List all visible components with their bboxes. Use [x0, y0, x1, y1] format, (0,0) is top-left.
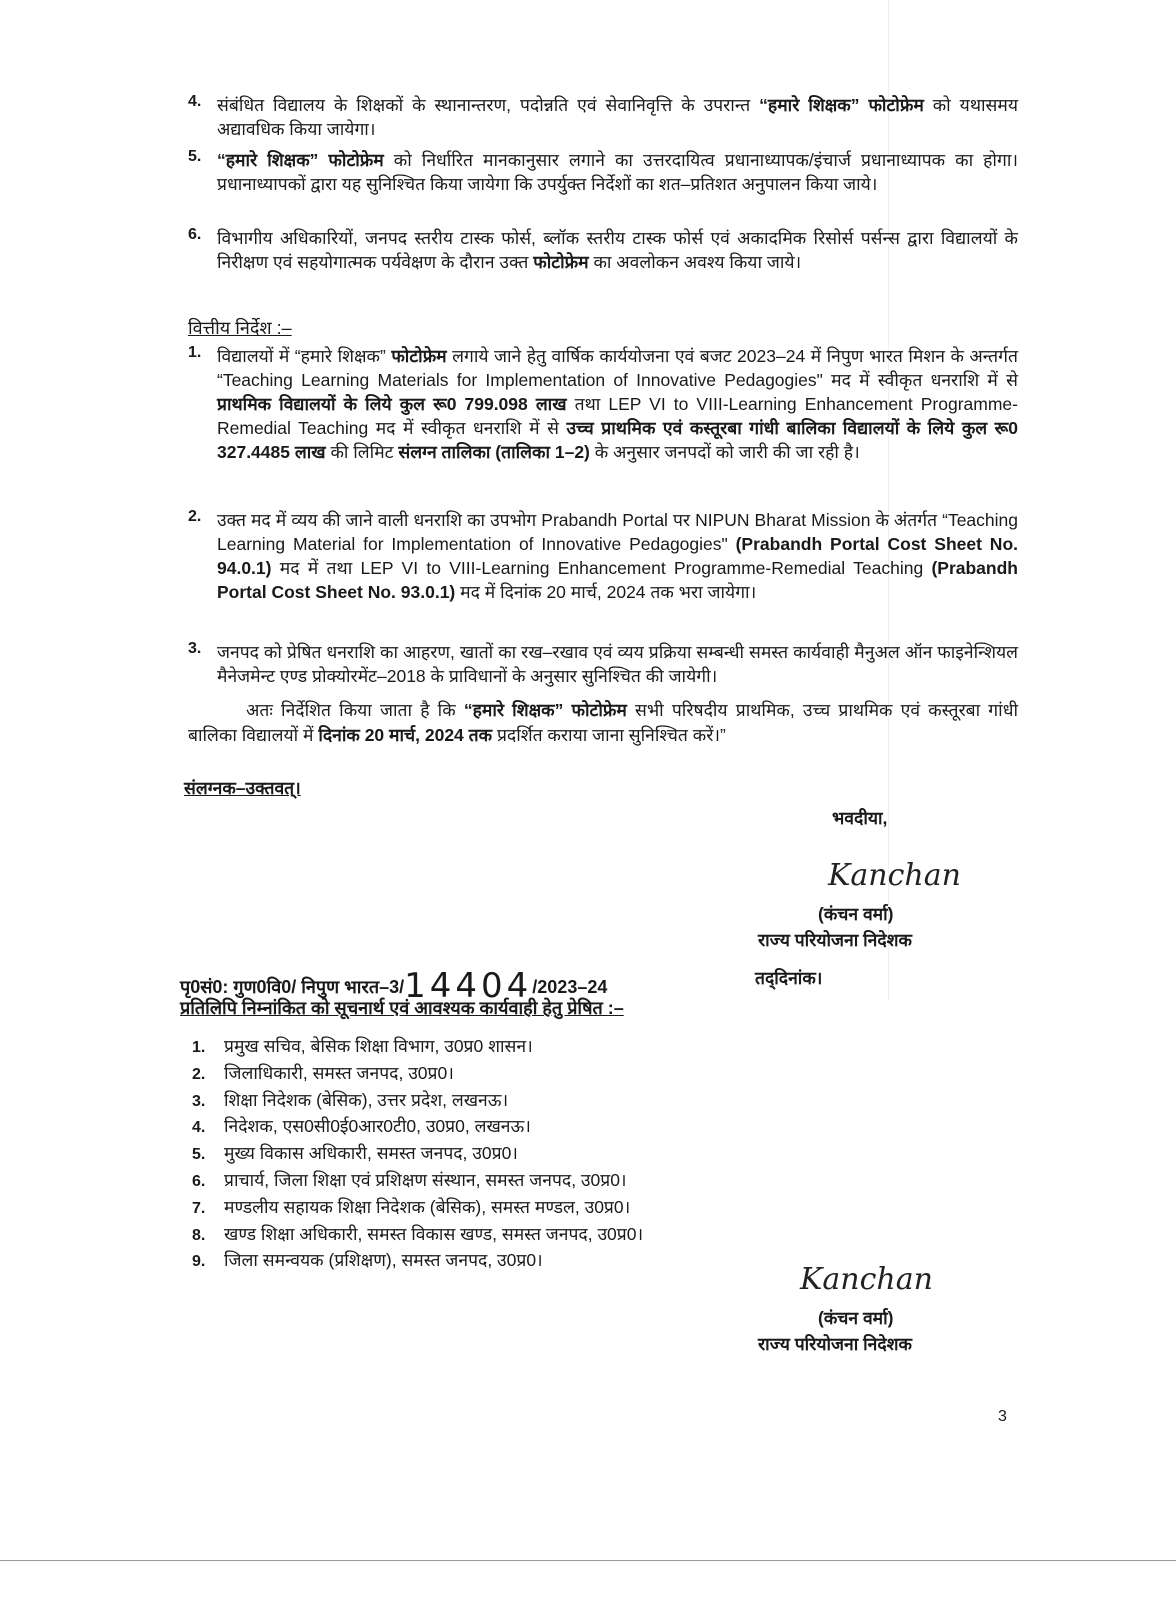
reference-date: तद्‌दिनांक।	[755, 968, 823, 988]
item-number: 9.	[192, 1253, 206, 1271]
item-number: 5.	[192, 1146, 206, 1164]
financial-item-2	[188, 508, 1018, 604]
signatory-designation: राज्य परियोजना निदेशक	[758, 930, 912, 950]
page-number: 3	[998, 1408, 1007, 1425]
copy-heading: प्रतिलिपि निम्नांकित को सूचनार्थ एवं आवश्यक कार्यवाही हेतु प्रेषित :–	[180, 998, 624, 1018]
list-item	[192, 1168, 643, 1195]
text-segment: जनपद को प्रेषित धनराशि का आहरण, खातों का रख–रखाव एवं व्यय प्रक्रिया सम्बन्धी समस्त कार्यवाही मैनुअल ऑन फाइनेन्शियल मैनेजमेन्ट एण्ड प्रोक्योरमेंट–2018 के प्राविधानों के अनुसार सुनिश्चित की जायेगी।	[217, 642, 1018, 686]
list-item	[192, 1034, 643, 1061]
directive-item-4	[188, 93, 1018, 141]
list-item	[192, 1195, 643, 1222]
signatory-name: (कंचन वर्मा)	[818, 904, 894, 924]
item-text: जिलाधिकारी, समस्त जनपद, उ0प्र0।	[224, 1062, 454, 1083]
handwritten-number: 14404	[404, 966, 533, 1006]
financial-item-3	[188, 640, 1018, 688]
reference-prefix: पृ0सं0: गुण0वि0/ निपुण भारत–3/	[180, 977, 405, 997]
bold-text-segment: (Prabandh Portal Cost Sheet No. 94.0.1)	[217, 534, 1018, 578]
directive-item-5	[188, 148, 1018, 196]
item-text	[217, 640, 1018, 688]
bold-text-segment: फोटोफ्रेम	[391, 346, 447, 366]
text-segment: मद में तथा LEP VI to VIII-Learning Enhancement Programme-Remedial Teaching	[271, 558, 932, 578]
item-number: 3.	[188, 640, 202, 657]
item-text: जिला समन्वयक (प्रशिक्षण), समस्त जनपद, उ0प्र0।	[224, 1250, 543, 1271]
text-segment: संबंधित विद्यालय के शिक्षकों के स्थानान्तरण, पदोन्नति एवं सेवानिवृत्ति के उपरान्त	[217, 95, 760, 115]
reference-suffix: /2023–24	[532, 977, 608, 997]
text-segment: प्रदर्शित कराया जाना सुनिश्चित करें।”	[492, 725, 726, 745]
item-number: 6.	[192, 1172, 206, 1190]
text-segment: तथा LEP VI to VIII-Learning Enhancement Programme-Remedial Teaching मद में स्वीकृत धनराशि में से	[217, 394, 1018, 438]
item-text: खण्ड शिक्षा अधिकारी, समस्त विकास खण्ड, समस्त जनपद, उ0प्र0।	[224, 1223, 644, 1244]
closing-paragraph	[188, 698, 1018, 748]
list-item	[192, 1248, 643, 1275]
directive-item-6	[188, 226, 1018, 274]
page-edge-line	[0, 1560, 1176, 1561]
bold-text-segment: प्राथमिक विद्यालयों के लिये कुल रू0 799.098 लाख	[217, 394, 567, 414]
item-text: शिक्षा निदेशक (बेसिक), उत्तर प्रदेश, लखनऊ।	[224, 1089, 509, 1110]
salutation: भवदीया,	[832, 808, 888, 828]
bold-text-segment: दिनांक 20 मार्च, 2024 तक	[318, 725, 493, 745]
list-item	[192, 1061, 643, 1088]
financial-item-1	[188, 344, 1018, 464]
text-segment: मद में दिनांक 20 मार्च, 2024 तक भरा जायेगा।	[455, 582, 757, 602]
text-segment: सभी परिषदीय प्राथमिक, उच्च प्राथमिक एवं कस्तूरबा गांधी बालिका विद्यालयों में	[188, 700, 1018, 745]
text-segment: की लिमिट	[325, 442, 399, 462]
item-text	[217, 93, 1018, 141]
bold-text-segment: “हमारे शिक्षक” फोटोफ्रेम	[759, 95, 924, 115]
text-segment: को यथासमय अद्यावधिक किया जायेगा।	[217, 95, 1018, 139]
text-segment: अतः निर्देशित किया जाता है कि	[246, 700, 464, 720]
attachment-note: संलग्नक–उक्तवत्।	[184, 778, 301, 798]
item-text	[217, 148, 1018, 196]
text-segment: के अनुसार जनपदों को जारी की जा रही है।	[589, 442, 860, 462]
item-number: 1.	[192, 1039, 206, 1056]
list-item	[192, 1222, 643, 1249]
signature-1: Kanchan	[828, 858, 961, 893]
item-text: प्राचार्य, जिला शिक्षा एवं प्रशिक्षण संस्थान, समस्त जनपद, उ0प्र0।	[224, 1169, 627, 1190]
copy-list	[192, 1034, 643, 1275]
item-number: 6.	[188, 226, 202, 243]
item-number: 7.	[192, 1199, 206, 1217]
financial-heading: वित्तीय निर्देश :–	[188, 318, 292, 338]
item-number: 5.	[188, 148, 202, 165]
text-segment: विद्यालयों में “हमारे शिक्षक”	[217, 346, 392, 366]
bold-text-segment: फोटोफ्रेम	[533, 252, 589, 272]
item-text: निदेशक, एस0सी0ई0आर0टी0, उ0प्र0, लखनऊ।	[224, 1116, 531, 1137]
list-item	[192, 1088, 643, 1115]
item-number: 2.	[188, 508, 202, 525]
text-segment: विभागीय अधिकारियों, जनपद स्तरीय टास्क फोर्स, ब्लॉक स्तरीय टास्क फोर्स एवं अकादमिक रिसोर्स पर्सन्स द्वारा विद्यालयों के निरीक्षण एवं सहयोगात्मक पर्यवेक्षण के दौरान उक्त	[217, 228, 1018, 272]
signatory-designation-2: राज्य परियोजना निदेशक	[758, 1334, 912, 1354]
item-text: प्रमुख सचिव, बेसिक शिक्षा विभाग, उ0प्र0 शासन।	[224, 1036, 533, 1056]
list-item	[192, 1114, 643, 1141]
text-segment: का अवलोकन अवश्य किया जाये।	[588, 252, 802, 272]
item-number: 1.	[188, 344, 202, 361]
item-text: मुख्य विकास अधिकारी, समस्त जनपद, उ0प्र0।	[224, 1143, 518, 1164]
text-segment: उक्त मद में व्यय की जाने वाली धनराशि का उपभोग Prabandh Portal पर NIPUN Bharat Mission के अंतर्गत “Teaching Learning Material for Implementation of Innovative Pedagogies"	[217, 510, 1018, 554]
item-number: 3.	[192, 1092, 206, 1110]
signature-2: Kanchan	[800, 1262, 933, 1297]
text-segment: को निर्धारित मानकानुसार लगाने का उत्तरदायित्व प्रधानाध्यापक/इंचार्ज प्रधानाध्यापक का होगा। प्रधानाध्यापकों द्वारा यह सुनिश्चित किया जायेगा कि उपर्युक्त निर्देशों का शत–प्रतिशत अनुपालन किया जाये।	[217, 150, 1018, 194]
signatory-name-2: (कंचन वर्मा)	[818, 1308, 894, 1328]
item-text	[217, 508, 1018, 604]
item-text: मण्डलीय सहायक शिक्षा निदेशक (बेसिक), समस्त मण्डल, उ0प्र0।	[224, 1196, 631, 1217]
item-number: 4.	[192, 1119, 206, 1137]
bold-text-segment: “हमारे शिक्षक” फोटोफ्रेम	[463, 700, 627, 720]
bold-text-segment: (Prabandh Portal Cost Sheet No. 93.0.1)	[217, 558, 1018, 602]
list-item	[192, 1141, 643, 1168]
item-number: 8.	[192, 1226, 206, 1244]
text-segment: लगाये जाने हेतु वार्षिक कार्ययोजना एवं बजट 2023–24 में निपुण भारत मिशन के अन्तर्गत “Teaching Learning Materials for Implementation of Innovative Pedagogies" मद में स्वीकृत धनराशि में से	[217, 346, 1018, 390]
bold-text-segment: उच्च प्राथमिक एवं कस्तूरबा गांधी बालिका विद्यालयों के लिये कुल रू0 327.4485 लाख	[217, 418, 1018, 462]
bold-text-segment: “हमारे शिक्षक” फोटोफ्रेम	[217, 150, 384, 170]
item-number: 2.	[192, 1065, 206, 1083]
item-number: 4.	[188, 93, 202, 110]
item-text	[217, 226, 1018, 274]
bold-text-segment: संलग्न तालिका (तालिका 1–2)	[398, 442, 590, 462]
item-text	[217, 344, 1018, 464]
